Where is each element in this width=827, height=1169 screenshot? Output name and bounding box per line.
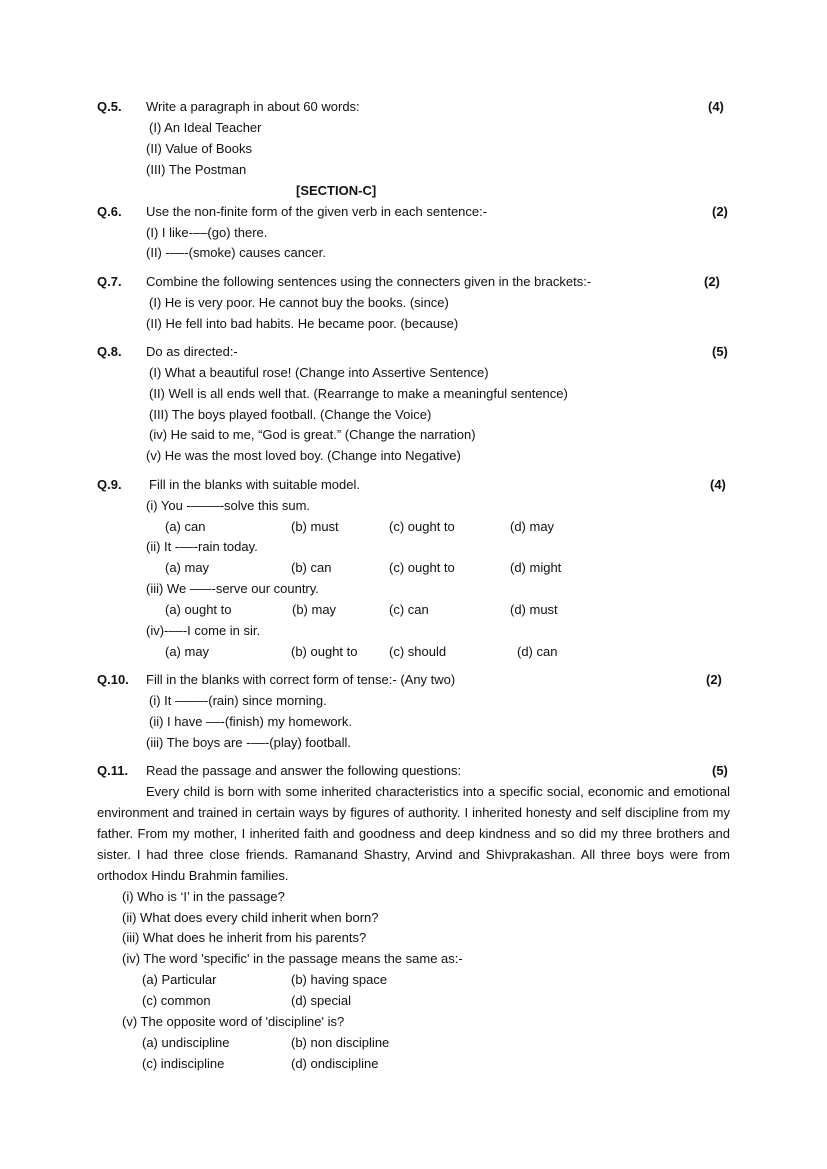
option: (b) non discipline [291,1035,390,1050]
list-item: (II) He fell into bad habits. He became poor. (because) [146,316,459,331]
option: (a) Particular [142,972,217,987]
list-item: (I) What a beautiful rose! (Change into Assertive Sentence) [149,365,489,380]
option: (c) ought to [389,560,455,575]
list-item: (iv) He said to me, “God is great.” (Change the narration) [149,427,476,442]
list-item: (I) I like-––(go) there. [146,225,268,240]
question-text: Combine the following sentences using the connecters given in the brackets:- [146,274,592,289]
option: (d) ondiscipline [291,1056,379,1071]
list-item: (ii) I have ––-(finish) my homework. [149,714,352,729]
question-text: Write a paragraph in about 60 words: [146,99,360,114]
option: (a) may [165,644,210,659]
option: (c) common [142,993,211,1008]
option: (b) can [291,560,332,575]
question-stem: (i) You -––––-solve this sum. [146,498,311,513]
option: (c) indiscipline [142,1056,225,1071]
question-text: Read the passage and answer the following questions: [146,763,462,778]
question-text: Use the non-finite form of the given verb in each sentence:- [146,204,488,219]
option: (a) can [165,519,206,534]
list-item: (II) -––-(smoke) causes cancer. [146,245,326,260]
option: (d) must [510,602,558,617]
comprehension-question: (ii) What does every child inherit when born? [122,910,379,925]
question-number: Q.6. [97,204,122,219]
question-text: Fill in the blanks with suitable model. [149,477,360,492]
option: (a) may [165,560,210,575]
question-number: Q.8. [97,344,122,359]
list-item: (i) It ––––-(rain) since morning. [149,693,327,708]
option: (c) should [389,644,447,659]
question-text: Do as directed:- [146,344,238,359]
option: (b) ought to [291,644,358,659]
question-number: Q.5. [97,99,122,114]
marks: (2) [706,672,722,687]
option: (b) must [291,519,339,534]
list-item: (II) Value of Books [146,141,252,156]
comprehension-question: (iii) What does he inherit from his parents? [122,930,367,945]
reading-passage: Every child is born with some inherited characteristics into a specific social, economic and emotional environment and trained in certain ways by figures of authority. I inherited honesty and self discipline from my father. From my mother, I inherited faith and goodness and deep kindness and so did my three brothers and sister. I had three close friends. Ramanand Shastry, Arvind and Shivprakashan. All three boys were from orthodox Hindu Brahmin families. [97,784,730,883]
question-number: Q.11. [97,763,129,778]
marks: (5) [712,344,728,359]
list-item: (I) He is very poor. He cannot buy the books. (since) [149,295,449,310]
comprehension-question: (i) Who is ‘I’ in the passage? [122,889,285,904]
option: (c) can [389,602,429,617]
question-number: Q.7. [97,274,122,289]
list-item: (II) Well is all ends well that. (Rearrange to make a meaningful sentence) [149,386,568,401]
question-stem: (iii) We –––-serve our country. [146,581,319,596]
question-text: Fill in the blanks with correct form of tense:- (Any two) [146,672,456,687]
question-number: Q.10. [97,672,129,687]
marks: (2) [704,274,720,289]
option: (a) undiscipline [142,1035,230,1050]
list-item: (I) An Ideal Teacher [149,120,262,135]
option: (b) having space [291,972,388,987]
option: (d) may [510,519,555,534]
question-stem: (ii) It -––-rain today. [146,539,258,554]
question-number: Q.9. [97,477,122,492]
option: (d) can [517,644,558,659]
option: (c) ought to [389,519,455,534]
comprehension-question: (v) The opposite word of 'discipline' is? [122,1014,345,1029]
option: (b) may [292,602,337,617]
option: (d) might [510,560,562,575]
option: (d) special [291,993,351,1008]
marks: (2) [712,204,728,219]
comprehension-question: (iv) The word 'specific' in the passage means the same as:- [122,951,463,966]
list-item: (III) The Postman [146,162,247,177]
marks: (4) [708,99,724,114]
list-item: (III) The boys played football. (Change the Voice) [149,407,432,422]
list-item: (iii) The boys are -––-(play) football. [146,735,351,750]
marks: (4) [710,477,726,492]
section-heading: [SECTION-C] [296,183,377,198]
marks: (5) [712,763,728,778]
question-stem: (iv)-––-I come in sir. [146,623,261,638]
list-item: (v) He was the most loved boy. (Change into Negative) [146,448,461,463]
option: (a) ought to [165,602,232,617]
